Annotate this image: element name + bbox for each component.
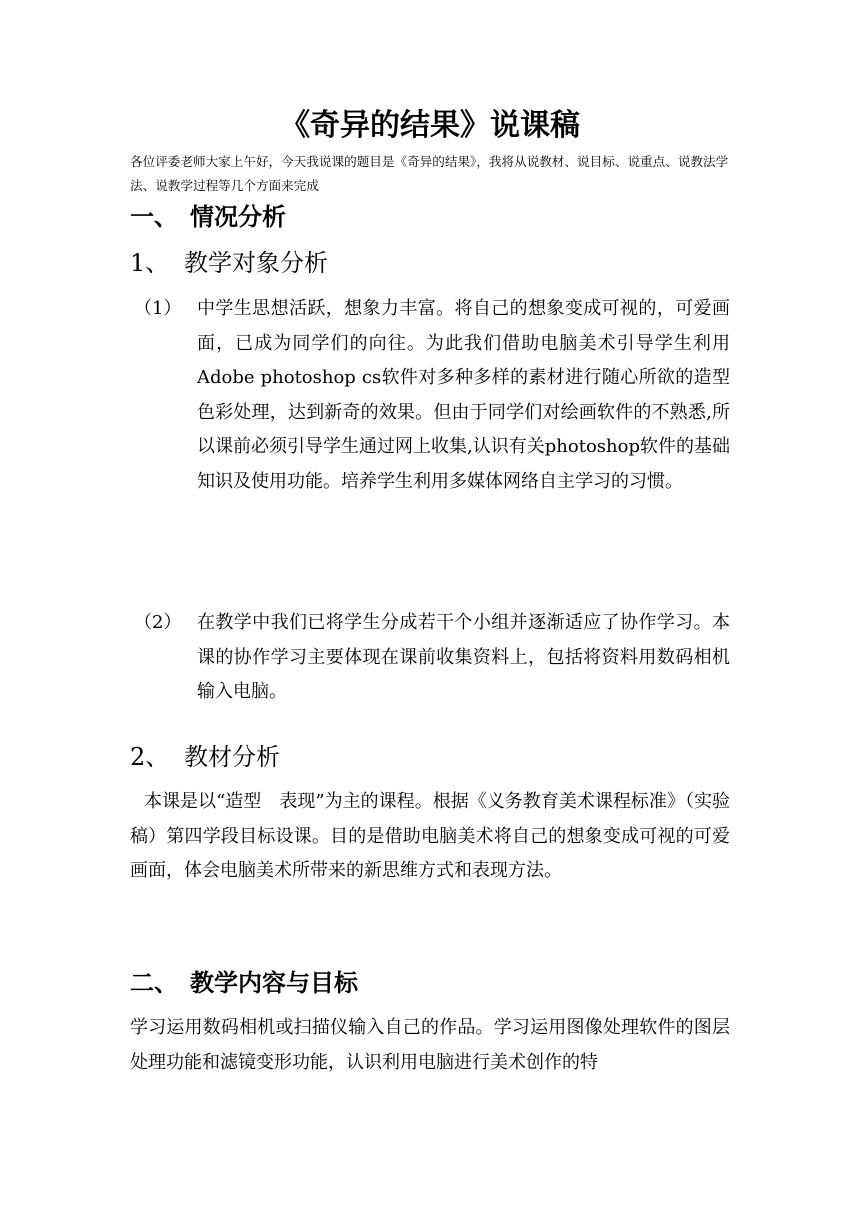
- subsection-title: 教材分析: [184, 743, 280, 771]
- item-number-1: （1）: [134, 298, 182, 319]
- section-title: 情况分析: [190, 203, 286, 231]
- intro-paragraph: 各位评委老师大家上午好，今天我说课的题目是《奇异的结果》，我将从说教材、说目标、说重点、说教法学法、说教学过程等几个方面来完成: [130, 154, 729, 193]
- section-number: 一、: [130, 203, 178, 231]
- content-objectives-paragraph: 学习运用数码相机或扫描仪输入自己的作品。学习运用图像处理软件的图层处理功能和滤镜变形功能，认识利用电脑进行美术创作的特: [130, 1017, 730, 1073]
- subsection-heading-2: [130, 739, 280, 775]
- document-title: 《奇异的结果》说课稿: [280, 108, 580, 143]
- subsection-number: 2、: [130, 743, 170, 771]
- subsection-number: 1、: [130, 249, 170, 277]
- subsection-heading-1: [130, 245, 328, 281]
- section-number: 二、: [130, 969, 178, 997]
- textbook-analysis-paragraph: 本课是以“造型 表现”为主的课程。根据《义务教育美术课程标准》（实验稿）第四学段目标设课。目的是借助电脑美术将自己的想象变成可视的可爱画面，体会电脑美术所带来的新思维方式和表现方法。: [130, 791, 730, 881]
- item-paragraph-2: 在教学中我们已将学生分成若干个小组并逐渐适应了协作学习。本课的协作学习主要体现在课前收集资料上，包括将资料用数码相机输入电脑。: [197, 612, 730, 702]
- item-paragraph-1: 中学生思想活跃，想象力丰富。将自己的想象变成可视的，可爱画面，已成为同学们的向往。为此我们借助电脑美术引导学生利用Adobe photoshop cs软件对多种多样的素材进行随心所欲的造型色彩处理，达到新奇的效果。但由于同学们对绘画软件的不熟悉,所以课前必须引导学生通过网上收集,认识有关photoshop软件的基础知识及使用功能。培养学生利用多媒体网络自主学习的习惯。: [197, 298, 730, 492]
- item-number-2: （2）: [134, 612, 182, 633]
- section-heading-2: [130, 965, 358, 1001]
- section-title: 教学内容与目标: [190, 969, 358, 997]
- subsection-title: 教学对象分析: [184, 249, 328, 277]
- section-heading-1: [130, 199, 286, 235]
